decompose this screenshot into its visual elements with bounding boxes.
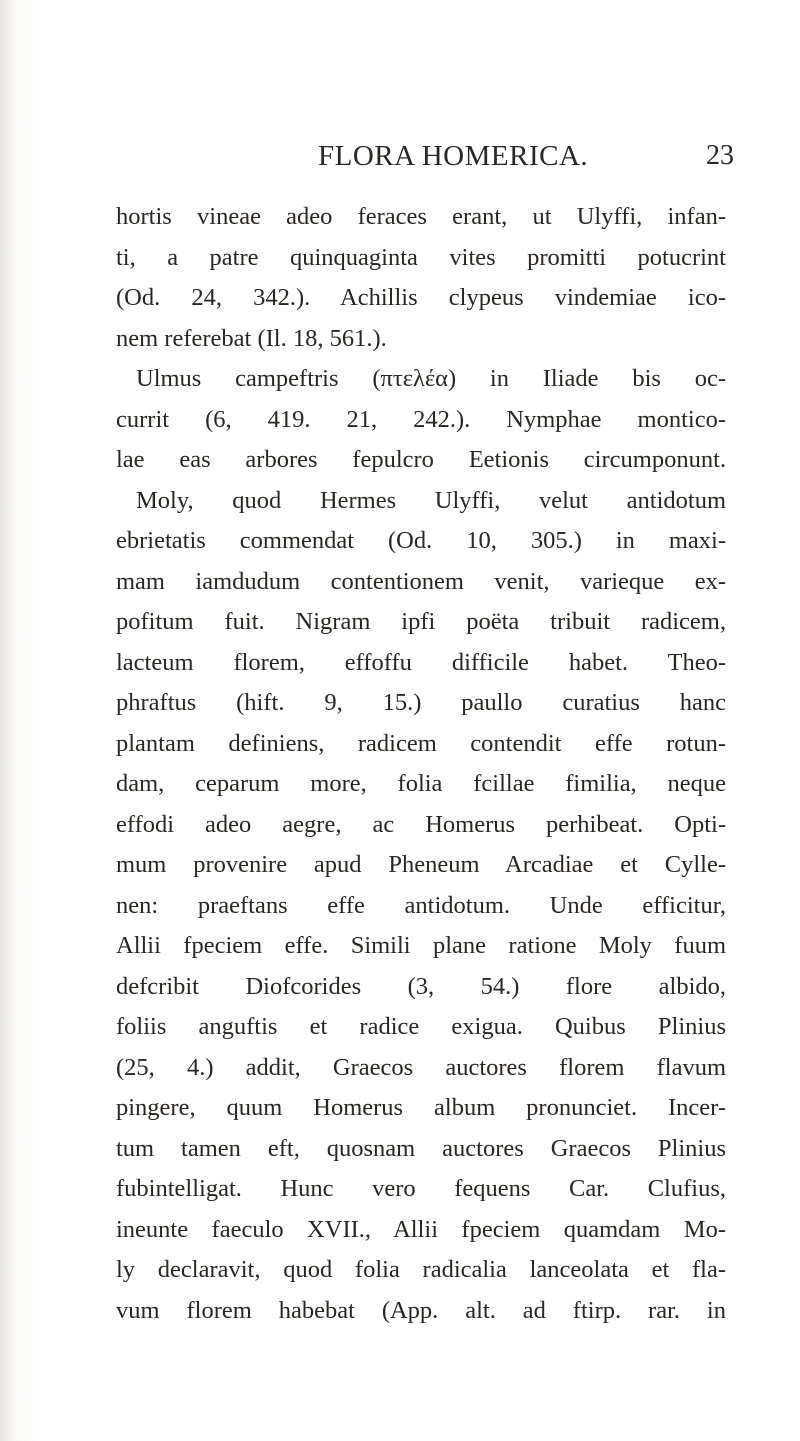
text-line: ebrietatis commendat (Od. 10, 305.) in maxi- <box>116 527 726 554</box>
page-binding-shadow <box>0 0 14 1441</box>
text-line: mam iamdudum contentionem venit, varieque ex- <box>116 567 726 595</box>
text-line: mum provenire apud Pheneum Arcadiae et Cylle- <box>116 851 726 878</box>
text-line: phraftus (hift. 9, 15.) paullo curatius hanc <box>116 689 726 716</box>
text-line: defcribit Diofcorides (3, 54.) flore albido, <box>116 972 726 1000</box>
text-line: pofitum fuit. Nigram ipfi poëta tribuit radicem, <box>116 608 726 635</box>
text-line: ly declaravit, quod folia radicalia lanceolata et fla- <box>116 1256 726 1283</box>
text-line: Ulmus campeftris (πτελέα) in Iliade bis oc- <box>136 365 726 392</box>
text-line: lae eas arbores fepulcro Eetionis circumponunt. <box>116 446 726 473</box>
text-line: Moly, quod Hermes Ulyffi, velut antidotum <box>136 486 726 514</box>
body-text <box>116 197 726 1331</box>
text-line: Allii fpeciem effe. Simili plane ratione Moly fuum <box>116 932 726 959</box>
running-title: FLORA HOMERICA. <box>318 140 589 172</box>
text-line: hortis vineae adeo feraces erant, ut Ulyffi, infan- <box>116 203 726 230</box>
text-line: ti, a patre quinquaginta vites promitti potucrint <box>116 243 726 271</box>
text-line: plantam definiens, radicem contendit effe rotun- <box>116 729 726 757</box>
text-line: currit (6, 419. 21, 242.). Nymphae montico- <box>116 405 726 433</box>
text-line: nem referebat (Il. 18, 561.). <box>116 324 387 352</box>
text-line: fubintelligat. Hunc vero fequens Car. Clufius, <box>116 1175 726 1202</box>
running-head <box>0 140 800 180</box>
text-line: vum florem habebat (App. alt. ad ftirp. rar. in <box>116 1296 726 1324</box>
text-line: nen: praeftans effe antidotum. Unde efficitur, <box>116 891 726 919</box>
text-line: effodi adeo aegre, ac Homerus perhibeat. Opti- <box>116 810 726 838</box>
text-line: dam, ceparum more, folia fcillae fimilia, neque <box>116 770 726 797</box>
text-line: (25, 4.) addit, Graecos auctores florem flavum <box>116 1053 726 1081</box>
text-line: pingere, quum Homerus album pronunciet. Incer- <box>116 1094 726 1121</box>
page-number: 23 <box>706 140 734 171</box>
text-line: foliis anguftis et radice exigua. Quibus Plinius <box>116 1013 726 1040</box>
text-line: ineunte faeculo XVII., Allii fpeciem quamdam Mo- <box>116 1215 726 1243</box>
text-line: lacteum florem, effoffu difficile habet. Theo- <box>116 648 726 676</box>
text-line: (Od. 24, 342.). Achillis clypeus vindemiae ico- <box>116 284 726 311</box>
text-line: tum tamen eft, quosnam auctores Graecos Plinius <box>116 1134 726 1162</box>
